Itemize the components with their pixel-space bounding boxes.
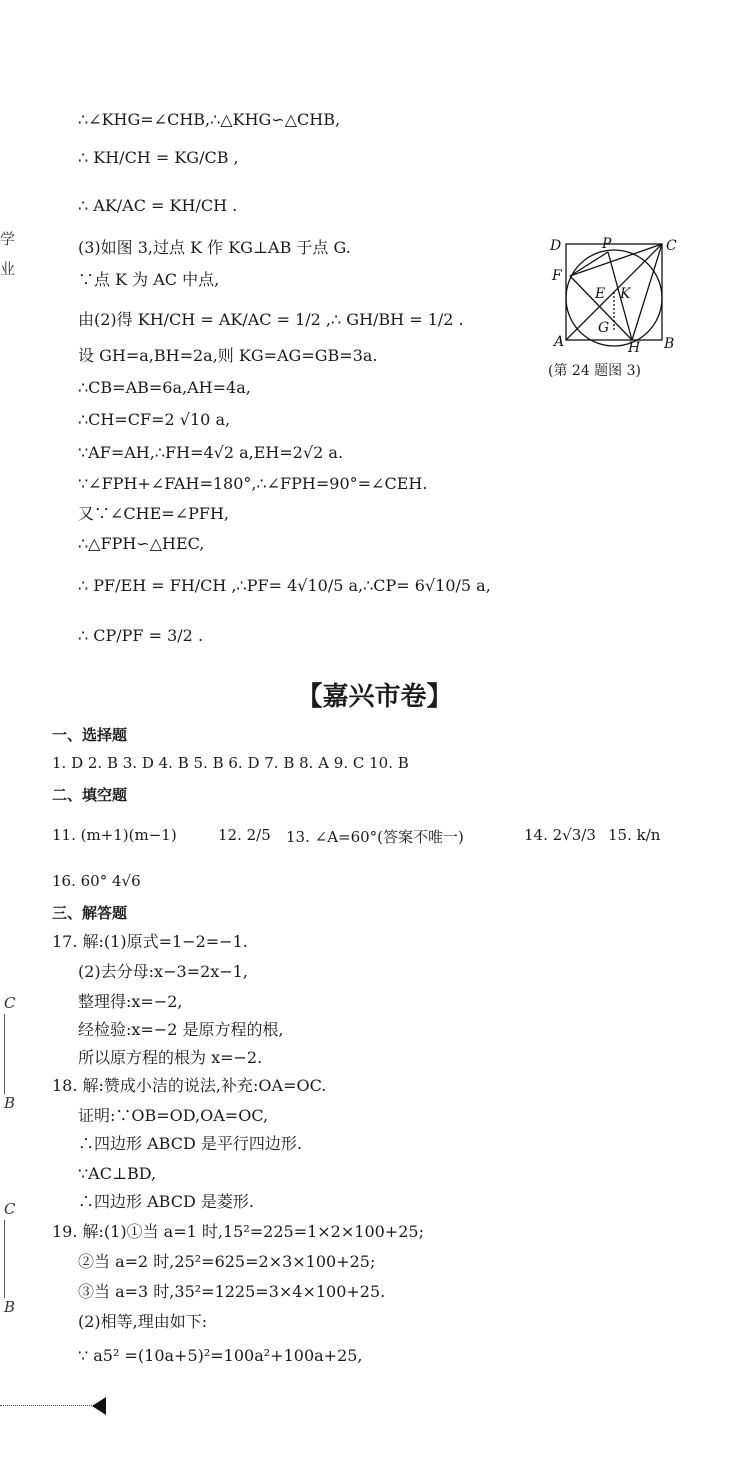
solve-line: (2)相等,理由如下: xyxy=(78,1312,208,1331)
figure-label: E xyxy=(595,286,606,302)
figure-label: K xyxy=(620,286,631,302)
fill-answer: 14. 2√3/3 xyxy=(524,826,596,844)
proof-line: ∴ KH/CH = KG/CB , xyxy=(78,148,239,167)
solve-line: ②当 a=2 时,25²=625=2×3×100+25; xyxy=(78,1252,376,1271)
margin-rule xyxy=(4,1014,5,1094)
proof-line: ∴ CP/PF = 3/2 . xyxy=(78,626,204,645)
solve-line: ∴四边形 ABCD 是平行四边形. xyxy=(78,1134,302,1153)
proof-line: ∴ PF/EH = FH/CH ,∴PF= 4√10/5 a,∴CP= 6√10/5 a, xyxy=(78,576,491,595)
solve-line: ∴四边形 ABCD 是菱形. xyxy=(78,1192,254,1211)
solve-line: (2)去分母:x−3=2x−1, xyxy=(78,962,248,981)
margin-mark: 学 xyxy=(0,230,16,248)
proof-line: ∴∠KHG=∠CHB,∴△KHG∽△CHB, xyxy=(78,110,341,129)
margin-mark: B xyxy=(4,1094,16,1112)
solve-line: ③当 a=3 时,35²=1225=3×4×100+25. xyxy=(78,1282,386,1301)
fill-answer: 11. (m+1)(m−1) xyxy=(52,826,177,844)
section-heading: 三、解答题 xyxy=(52,904,128,922)
section-title: 【嘉兴市卷】 xyxy=(296,682,453,712)
section-heading: 二、填空题 xyxy=(52,786,128,804)
proof-line: ∴ AK/AC = KH/CH . xyxy=(78,196,238,215)
figure-label: P xyxy=(602,236,612,252)
fill-answer: 13. ∠A=60°(答案不唯一) xyxy=(286,828,464,846)
page-arrow-icon xyxy=(92,1397,106,1415)
figure-label: F xyxy=(552,268,562,284)
solve-line: ∵ a5² =(10a+5)²=100a²+100a+25, xyxy=(78,1346,363,1365)
figure-label: H xyxy=(628,340,641,356)
fill-answer: 16. 60° 4√6 xyxy=(52,872,141,890)
solve-line: 整理得:x=−2, xyxy=(78,992,183,1011)
figure-label: G xyxy=(598,320,610,336)
geometry-figure xyxy=(546,232,686,360)
figure-label: B xyxy=(664,336,675,352)
margin-mark: 业 xyxy=(0,260,16,278)
fill-answer: 15. k/n xyxy=(608,826,661,844)
margin-mark: C xyxy=(4,1200,16,1218)
margin-mark: C xyxy=(4,994,16,1012)
proof-line: ∴CH=CF=2 √10 a, xyxy=(78,410,231,429)
choice-answers: 1. D 2. B 3. D 4. B 5. B 6. D 7. B 8. A 9. C 10. B xyxy=(52,754,409,772)
figure-caption: (第 24 题图 3) xyxy=(548,363,641,379)
solve-line: 证明:∵OB=OD,OA=OC, xyxy=(78,1106,269,1125)
solve-line: 经检验:x=−2 是原方程的根, xyxy=(78,1020,284,1039)
proof-line: ∵点 K 为 AC 中点, xyxy=(78,270,220,289)
proof-line: ∵AF=AH,∴FH=4√2 a,EH=2√2 a. xyxy=(78,443,344,462)
footer-dotted-rule xyxy=(0,1405,92,1406)
proof-line: 设 GH=a,BH=2a,则 KG=AG=GB=3a. xyxy=(78,346,378,365)
solve-line: 17. 解:(1)原式=1−2=−1. xyxy=(52,932,248,951)
fill-answer: 12. 2/5 xyxy=(218,826,271,844)
solve-line: ∵AC⊥BD, xyxy=(78,1164,157,1183)
proof-line: 又∵∠CHE=∠PFH, xyxy=(78,504,230,523)
proof-line: (3)如图 3,过点 K 作 KG⊥AB 于点 G. xyxy=(78,238,351,257)
figure-label: D xyxy=(550,238,562,254)
figure-label: A xyxy=(554,334,565,350)
proof-line: ∴CB=AB=6a,AH=4a, xyxy=(78,378,251,397)
solve-line: 18. 解:赞成小洁的说法,补充:OA=OC. xyxy=(52,1076,327,1095)
solve-line: 所以原方程的根为 x=−2. xyxy=(78,1048,263,1067)
proof-line: ∴△FPH∽△HEC, xyxy=(78,534,205,553)
solve-line: 19. 解:(1)①当 a=1 时,15²=225=1×2×100+25; xyxy=(52,1222,424,1241)
proof-line: 由(2)得 KH/CH = AK/AC = 1/2 ,∴ GH/BH = 1/2 . xyxy=(78,310,464,329)
margin-mark: B xyxy=(4,1298,16,1316)
section-heading: 一、选择题 xyxy=(52,726,128,744)
margin-rule xyxy=(4,1220,5,1298)
figure-label: C xyxy=(666,238,677,254)
proof-line: ∵∠FPH+∠FAH=180°,∴∠FPH=90°=∠CEH. xyxy=(78,474,428,493)
